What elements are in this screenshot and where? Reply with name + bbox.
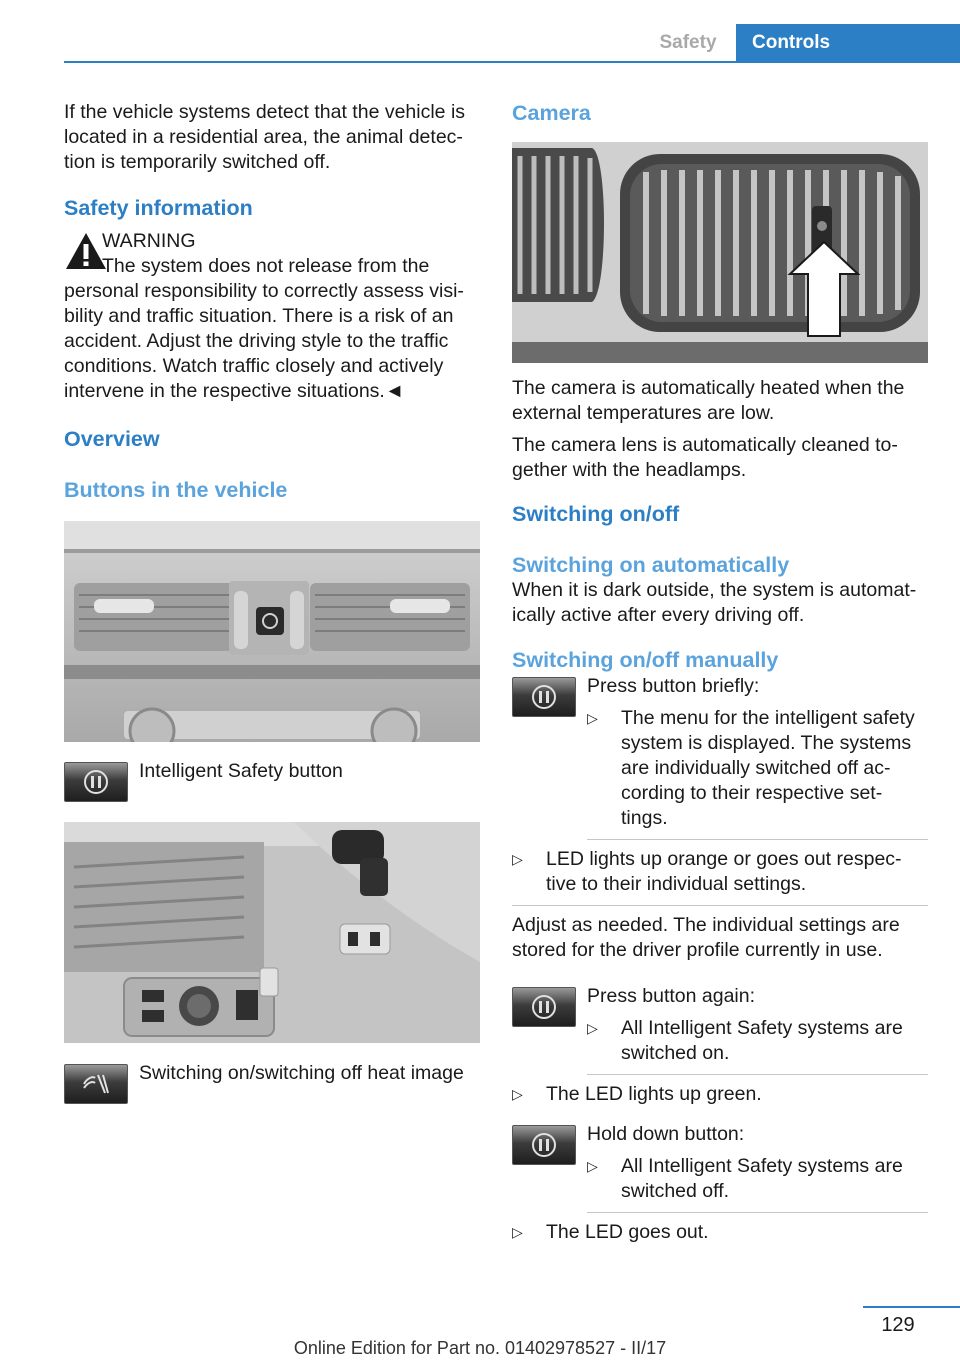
dashboard-buttons-photo	[64, 521, 480, 742]
intelligent-safety-button-icon	[512, 987, 576, 1027]
press-again-list	[587, 1016, 928, 1075]
switching-auto-text: When it is dark outside, the system is automat-ically active after every driving off.	[512, 579, 917, 626]
switching-heading: Switching on/off	[512, 502, 680, 526]
intelligent-safety-button-icon	[512, 1125, 576, 1165]
list-item: ▷ The menu for the intelligent safety system is displayed. The systems are individually switched off ac-cording to their respective set-tings.	[587, 706, 928, 840]
led-green-list	[512, 1082, 928, 1115]
right-column	[512, 100, 928, 1260]
intelligent-safety-button-icon	[64, 762, 128, 802]
press-again-row	[512, 987, 928, 1082]
edition-footer: Online Edition for Part no. 01402978527 - II/17	[293, 1338, 667, 1358]
hold-down-row	[512, 1125, 928, 1220]
warning-triangle-icon	[64, 231, 108, 271]
camera-paragraph-2: The camera lens is automatically cleaned to-gether with the headlamps.	[512, 434, 898, 481]
intelligent-safety-button-icon	[512, 677, 576, 717]
safety-information-heading: Safety information	[64, 196, 253, 220]
heat-image-caption: Switching on/switching off heat image	[139, 1062, 464, 1084]
header-section-tab: Safety	[659, 32, 717, 53]
heat-image-button-icon	[64, 1064, 128, 1104]
header-rule	[64, 61, 960, 63]
list-item: ▷ The LED lights up green.	[512, 1082, 928, 1115]
press-briefly-row	[512, 677, 928, 847]
heat-image-row	[64, 1064, 480, 1104]
page-number: 129	[881, 1314, 915, 1336]
hold-down-list	[587, 1154, 928, 1213]
intelligent-safety-row	[64, 762, 480, 802]
hold-down-label: Hold down button:	[587, 1123, 745, 1145]
warning-text: personal responsibility to correctly assess visi-bility and traffic situation. There is a risk of an accident. Adjust the driving style to the traffic conditions. Watch traffic closely and actively intervene in the respective situations.◄	[64, 280, 464, 402]
camera-heading: Camera	[512, 101, 591, 125]
press-briefly-label: Press button briefly:	[587, 675, 760, 697]
list-item: ▷ All Intelligent Safety systems are switched on.	[587, 1016, 928, 1075]
left-column	[64, 100, 480, 1104]
list-item: ▷ All Intelligent Safety systems are switched off.	[587, 1154, 928, 1213]
footer-rule	[863, 1306, 960, 1308]
led-orange-list	[512, 847, 928, 906]
warning-label: WARNING	[102, 230, 196, 252]
warning-first-line: The system does not release from the	[102, 255, 430, 277]
intro-paragraph: If the vehicle systems detect that the vehicle is located in a residential area, the animal detec-tion is temporarily switched off.	[64, 101, 466, 173]
light-switch-illustration	[64, 822, 480, 1043]
press-briefly-list	[587, 706, 928, 840]
dashboard-illustration	[64, 521, 480, 742]
intelligent-safety-caption: Intelligent Safety button	[139, 760, 343, 782]
led-out-list	[512, 1220, 928, 1253]
press-again-label: Press button again:	[587, 985, 756, 1007]
camera-paragraph-1: The camera is automatically heated when the external temperatures are low.	[512, 377, 905, 424]
overview-heading: Overview	[64, 427, 160, 451]
warning-block	[64, 229, 480, 404]
buttons-in-vehicle-heading: Buttons in the vehicle	[64, 478, 288, 502]
list-item: ▷ The LED goes out.	[512, 1220, 928, 1253]
switching-manual-heading: Switching on/off manually	[512, 648, 779, 672]
adjust-paragraph: Adjust as needed. The individual settings are stored for the driver profile currently in use.	[512, 914, 900, 961]
camera-grille-photo	[512, 142, 928, 363]
header-chapter-tab: Controls	[736, 24, 960, 62]
list-item: ▷ LED lights up orange or goes out respec-tive to their individual settings.	[512, 847, 928, 906]
grille-illustration	[512, 142, 928, 363]
switching-auto-heading: Switching on automatically	[512, 553, 790, 577]
light-switch-photo	[64, 822, 480, 1043]
